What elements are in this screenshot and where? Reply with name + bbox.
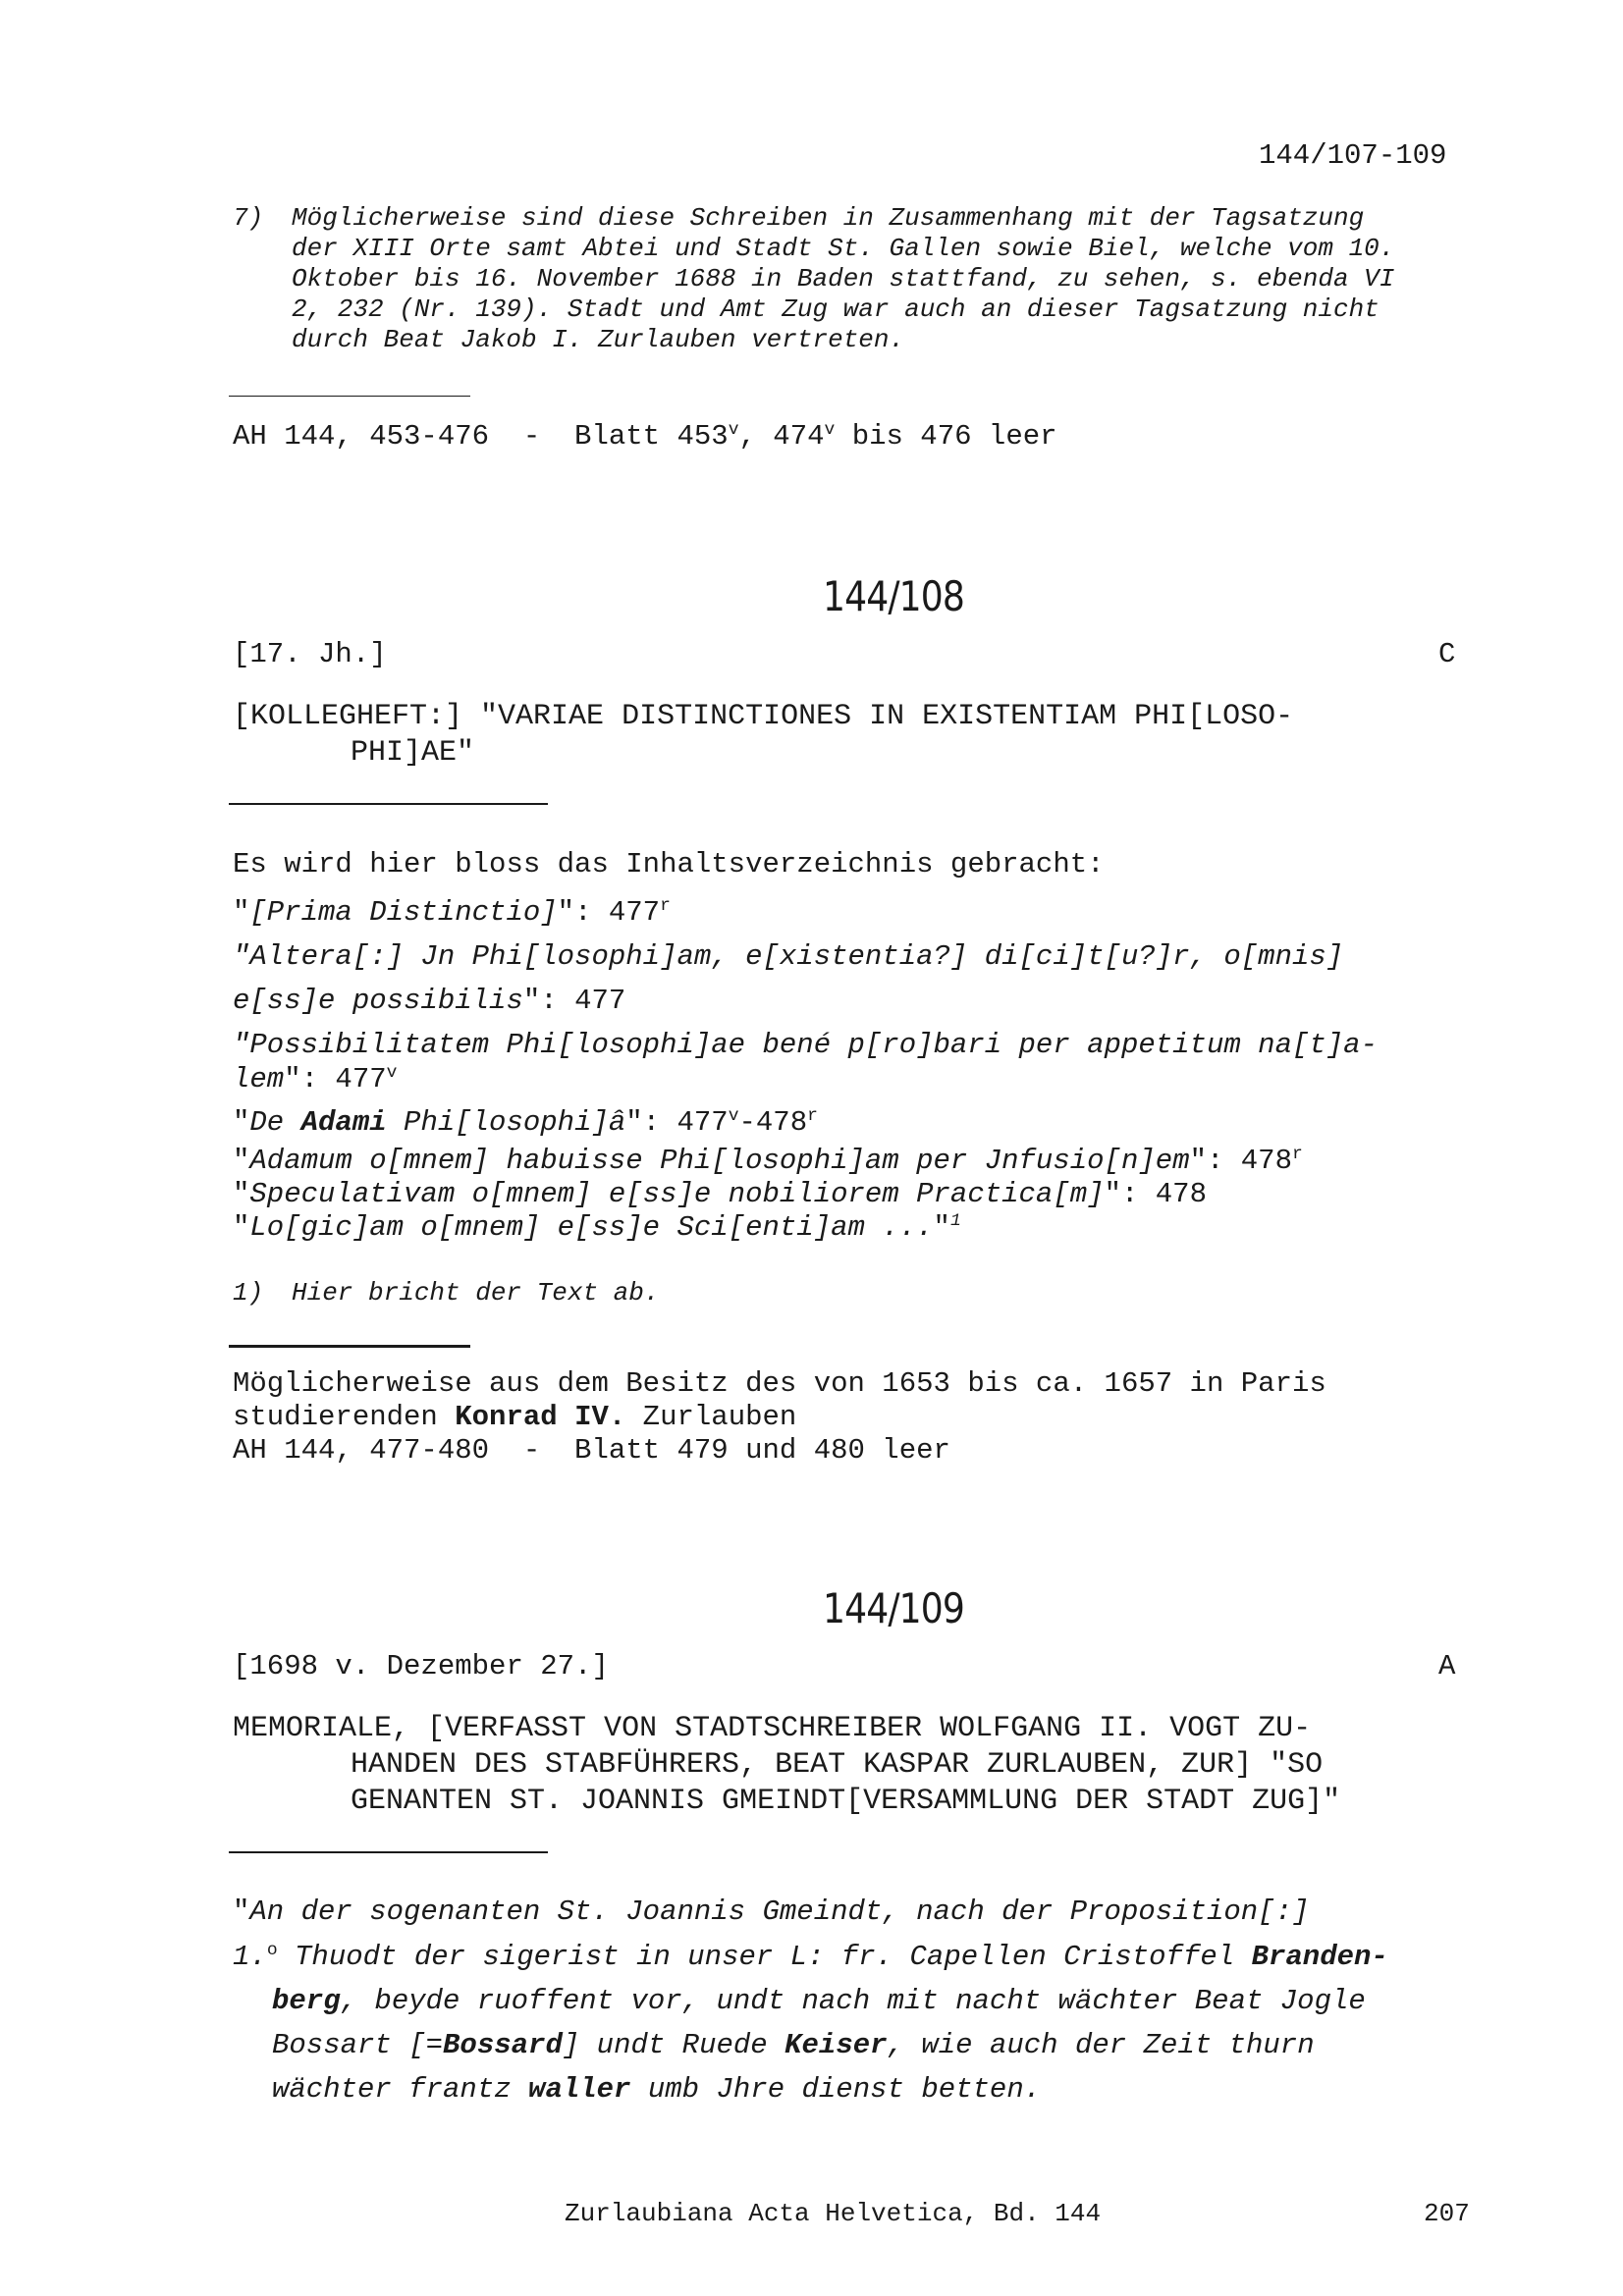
entry-title-line: GENANTEN ST. JOANNIS GMEINDT[VERSAMMLUNG DER STADT ZUG]"	[351, 1785, 1341, 1818]
intro-text: Es wird hier bloss das Inhaltsverzeichnis gebracht:	[233, 848, 1105, 881]
footnote-marker: 7)	[233, 203, 264, 233]
footnote-line: Möglicherweise sind diese Schreiben in Zusammenhang mit der Tagsatzung	[292, 203, 1365, 233]
toc-text: "	[233, 1106, 250, 1139]
entry-number: 144/108	[822, 572, 965, 620]
footnote-line: 2, 232 (Nr. 139). Stadt und Amt Zug war auch an dieser Tagsatzung nicht	[292, 294, 1380, 324]
transcription-fragment: umb Jhre dienst betten.	[630, 2073, 1042, 2106]
toc-line	[233, 1211, 961, 1244]
entry-class: A	[1438, 1650, 1456, 1682]
transcription-fragment: ] undt Ruede	[562, 2029, 785, 2061]
footnote-line: Oktober bis 16. November 1688 in Baden stattfand, zu sehen, s. ebenda VI	[292, 264, 1395, 294]
provenance-name: Konrad IV.	[455, 1401, 626, 1433]
transcription-name: Branden-	[1251, 1941, 1388, 1973]
entry-title-line: [KOLLEGHEFT:] "VARIAE DISTINCTIONES IN EXISTENTIAM PHI[LOSO-	[233, 700, 1294, 733]
toc-line	[233, 1063, 397, 1095]
separator-rule	[229, 396, 470, 397]
toc-text: ": 477	[522, 985, 626, 1017]
footer-title: Zurlaubiana Acta Helvetica, Bd. 144	[565, 2199, 1102, 2228]
provenance-text: Zurlauben	[625, 1401, 797, 1433]
transcription-fragment: "	[233, 1896, 250, 1928]
toc-line	[233, 1106, 818, 1139]
toc-text: ": 478	[1104, 1178, 1207, 1210]
toc-sup: v	[386, 1063, 398, 1084]
ref-sup: v	[824, 420, 836, 441]
transcription-line	[272, 2029, 1315, 2061]
footnote-line: der XIII Orte samt Abtei und Stadt St. Gallen sowie Biel, welche vom 10.	[292, 234, 1395, 263]
toc-line	[233, 985, 625, 1017]
entry-date: [1698 v. Dezember 27.]	[233, 1650, 609, 1682]
toc-text: ": 477	[557, 896, 661, 929]
toc-text: Phi[losophi]â	[386, 1106, 626, 1139]
footnote-line: durch Beat Jakob I. Zurlauben vertreten.	[292, 325, 905, 354]
toc-text: ": 477	[625, 1106, 729, 1139]
ref-text: AH 144, 453-476 - Blatt 453	[233, 420, 729, 453]
transcription-name: Keiser	[784, 2029, 888, 2061]
toc-text: "	[233, 896, 250, 929]
transcription-fragment: , wie auch der Zeit thurn	[887, 2029, 1315, 2061]
toc-sup: r	[1291, 1145, 1303, 1165]
toc-line	[233, 896, 671, 929]
transcription-fragment: , beyde ruoffent vor, undt nach mit nacht wächter Beat Jogle	[340, 1985, 1366, 2017]
provenance-line: Möglicherweise aus dem Besitz des von 1653 bis ca. 1657 in Paris	[233, 1367, 1326, 1400]
transcription-name: Bossard	[443, 2029, 563, 2061]
entry-date: [17. Jh.]	[233, 638, 387, 670]
toc-sup: r	[807, 1106, 818, 1127]
footnote-text: Hier bricht der Text ab.	[292, 1278, 660, 1308]
footnote-marker: 1)	[233, 1278, 264, 1308]
toc-text: -478	[738, 1106, 808, 1139]
transcription-name: berg	[272, 1985, 341, 2017]
page-number: 207	[1424, 2199, 1470, 2228]
entry-class: C	[1438, 638, 1456, 670]
separator-rule	[229, 1345, 470, 1348]
toc-sup: v	[728, 1106, 739, 1127]
provenance-line	[233, 1401, 796, 1433]
toc-text: "	[233, 1178, 250, 1210]
toc-text: Lo[gic]am o[mnem] e[ss]e Sci[enti]am ...	[249, 1211, 934, 1244]
toc-line: "Possibilitatem Phi[losophi]ae bené p[ro]bari per appetitum na[t]a-	[233, 1029, 1378, 1061]
toc-text: "	[933, 1211, 950, 1244]
toc-sup: 1	[949, 1211, 961, 1232]
archive-reference: AH 144, 477-480 - Blatt 479 und 480 leer	[233, 1434, 950, 1467]
toc-text: e[ss]e possibilis	[233, 985, 523, 1017]
toc-text: ": 478	[1189, 1145, 1292, 1177]
ref-sup: v	[728, 420, 739, 441]
toc-text: [Prima Distinctio]	[249, 896, 558, 929]
transcription-name: waller	[528, 2073, 631, 2106]
provenance-text: studierenden	[233, 1401, 456, 1433]
toc-text: Speculativam o[mnem] e[ss]e nobiliorem Practica[m]	[249, 1178, 1105, 1210]
separator-rule	[229, 1851, 548, 1853]
entry-title-line: HANDEN DES STABFÜHRERS, BEAT KASPAR ZURLAUBEN, ZUR] "SO	[351, 1748, 1324, 1782]
archive-reference	[233, 420, 1057, 453]
page-ref-header: 144/107-109	[1259, 139, 1447, 172]
transcription-line	[272, 2073, 1041, 2106]
toc-text: "	[233, 1211, 250, 1244]
transcription-fragment: Thuodt der sigerist in unser L: fr. Capellen Cristoffel	[277, 1941, 1252, 1973]
toc-line	[233, 1145, 1303, 1177]
transcription-line	[272, 1985, 1366, 2017]
toc-text: Adamum o[mnem] habuisse Phi[losophi]am per Jnfusio[n]em	[249, 1145, 1190, 1177]
transcription-sup: o	[266, 1941, 278, 1961]
ref-text: , 474	[738, 420, 825, 453]
toc-text: De	[249, 1106, 301, 1139]
separator-rule	[229, 803, 548, 805]
toc-text: "	[233, 1145, 250, 1177]
transcription-fragment: An der sogenanten St. Joannis Gmeindt, nach der Proposition[:]	[249, 1896, 1310, 1928]
toc-text: lem	[233, 1063, 285, 1095]
entry-number: 144/109	[822, 1584, 965, 1632]
transcription-fragment: Bossart [=	[272, 2029, 444, 2061]
toc-text: Adami	[300, 1106, 387, 1139]
toc-line: "Altera[:] Jn Phi[losophi]am, e[xistentia?] di[ci]t[u?]r, o[mnis]	[233, 940, 1344, 973]
transcription-fragment: wächter frantz	[272, 2073, 529, 2106]
transcription-line	[233, 1896, 1309, 1928]
toc-sup: r	[660, 896, 671, 917]
toc-text: ": 477	[284, 1063, 387, 1095]
transcription-fragment: 1.	[233, 1941, 267, 1973]
toc-line	[233, 1178, 1207, 1210]
entry-title-line: MEMORIALE, [VERFASST VON STADTSCHREIBER WOLFGANG II. VOGT ZU-	[233, 1712, 1312, 1745]
entry-title-line: PHI]AE"	[351, 736, 475, 770]
transcription-line	[233, 1941, 1388, 1973]
ref-text: bis 476 leer	[835, 420, 1057, 453]
